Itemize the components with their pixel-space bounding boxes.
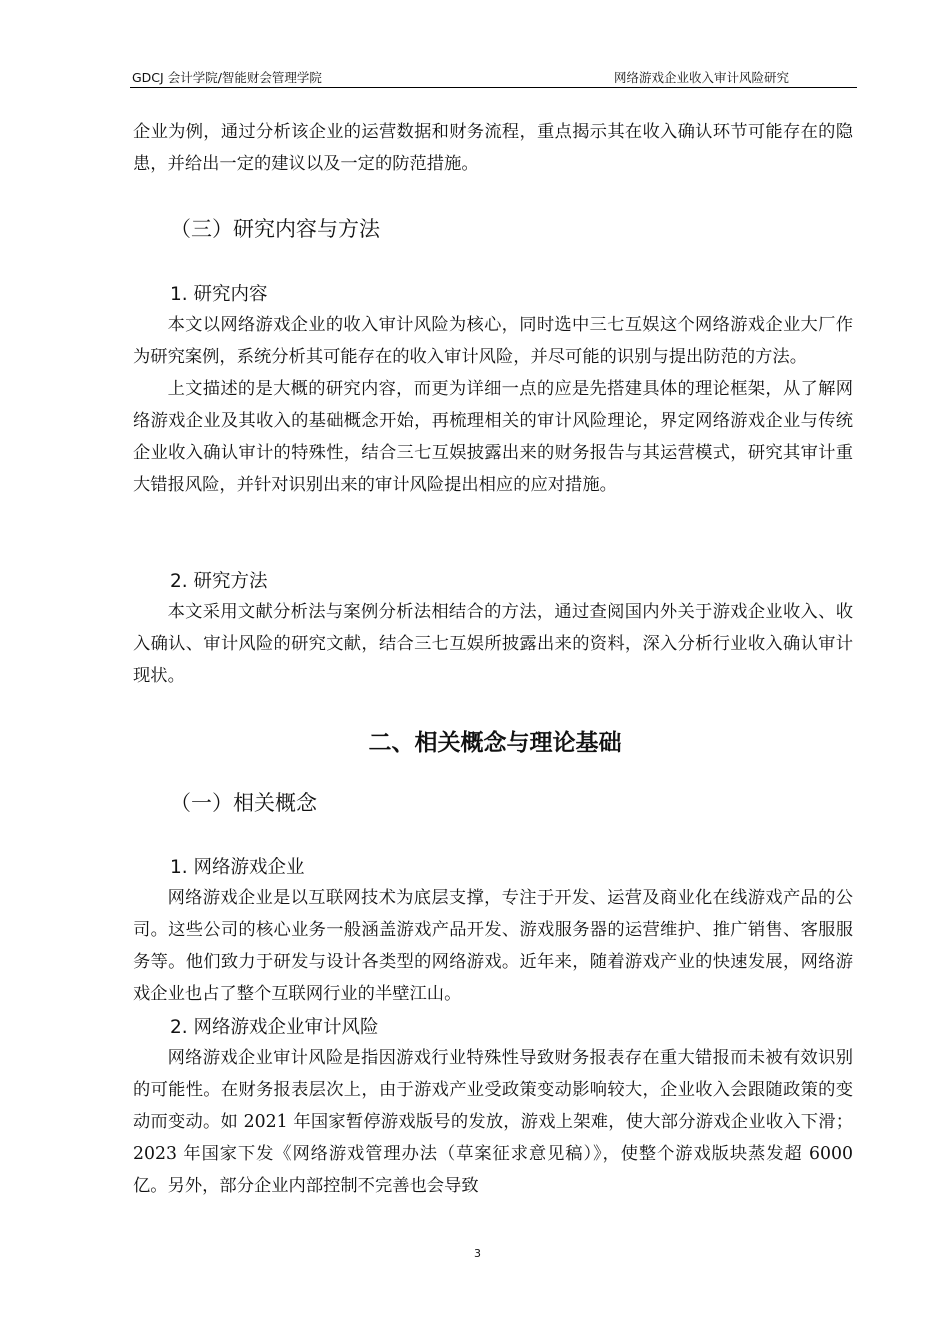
audit-risk-text — [133, 1042, 853, 1202]
section-heading-related-concepts: （一）相关概念 — [170, 791, 317, 815]
header-paper-title: 网络游戏企业收入审计风险研究 — [613, 70, 789, 85]
subheading-research-content: 1. 研究内容 — [170, 284, 268, 305]
paragraph: 本文采用文献分析法与案例分析法相结合的方法，通过查阅国内外关于游戏企业收入、收入确认、审计风险的研究文献，结合三七互娱所披露出来的资料，深入分析行业收入确认审计现状。 — [133, 602, 853, 686]
paragraph: 网络游戏企业审计风险是指因游戏行业特殊性导致财务报表存在重大错报而未被有效识别的可能性。在财务报表层次上，由于游戏产业受政策变动影响较大，企业收入会跟随政策的变动而变动。如 2021 年国家暂停游戏版号的发放，游戏上架难，使大部分游戏企业收入下滑；2023 年国家下发《网络游戏管理办法（草案征求意见稿）》，使整个游戏版块蒸发超 6000 亿。另外，部分企业内部控制不完善也会导致 — [133, 1048, 853, 1196]
subheading-audit-risk: 2. 网络游戏企业审计风险 — [170, 1017, 379, 1038]
subheading-research-methods: 2. 研究方法 — [170, 571, 268, 592]
online-game-enterprise-text — [133, 882, 853, 1010]
chapter-heading: 二、相关概念与理论基础 — [368, 730, 622, 756]
paragraph: 本文以网络游戏企业的收入审计风险为核心，同时选中三七互娱这个网络游戏企业大厂作为研究案例，系统分析其可能存在的收入审计风险，并尽可能的识别与提出防范的方法。 — [133, 315, 853, 367]
header-divider — [130, 87, 857, 88]
intro-text — [133, 116, 853, 180]
page-number: 3 — [474, 1247, 481, 1260]
paragraph: 上文描述的是大概的研究内容，而更为详细一点的应是先搭建具体的理论框架，从了解网络游戏企业及其收入的基础概念开始，再梳理相关的审计风险理论，界定网络游戏企业与传统企业收入确认审计的特殊性，结合三七互娱披露出来的财务报告与其运营模式，研究其审计重大错报风险，并针对识别出来的审计风险提出相应的应对措施。 — [133, 379, 853, 495]
subheading-online-game-enterprise: 1. 网络游戏企业 — [170, 857, 305, 878]
research-content-text — [133, 309, 853, 501]
research-methods-text — [133, 596, 853, 692]
header-institution: GDCJ 会计学院/智能财会管理学院 — [132, 70, 322, 85]
paragraph: 网络游戏企业是以互联网技术为底层支撑，专注于开发、运营及商业化在线游戏产品的公司。这些公司的核心业务一般涵盖游戏产品开发、游戏服务器的运营维护、推广销售、客服服务等。他们致力于研发与设计各类型的网络游戏。近年来，随着游戏产业的快速发展，网络游戏企业也占了整个互联网行业的半壁江山。 — [133, 888, 853, 1004]
intro-paragraph: 企业为例，通过分析该企业的运营数据和财务流程，重点揭示其在收入确认环节可能存在的隐患，并给出一定的建议以及一定的防范措施。 — [133, 122, 853, 174]
running-header — [130, 68, 857, 88]
section-heading-research-content-methods: （三）研究内容与方法 — [170, 217, 380, 241]
